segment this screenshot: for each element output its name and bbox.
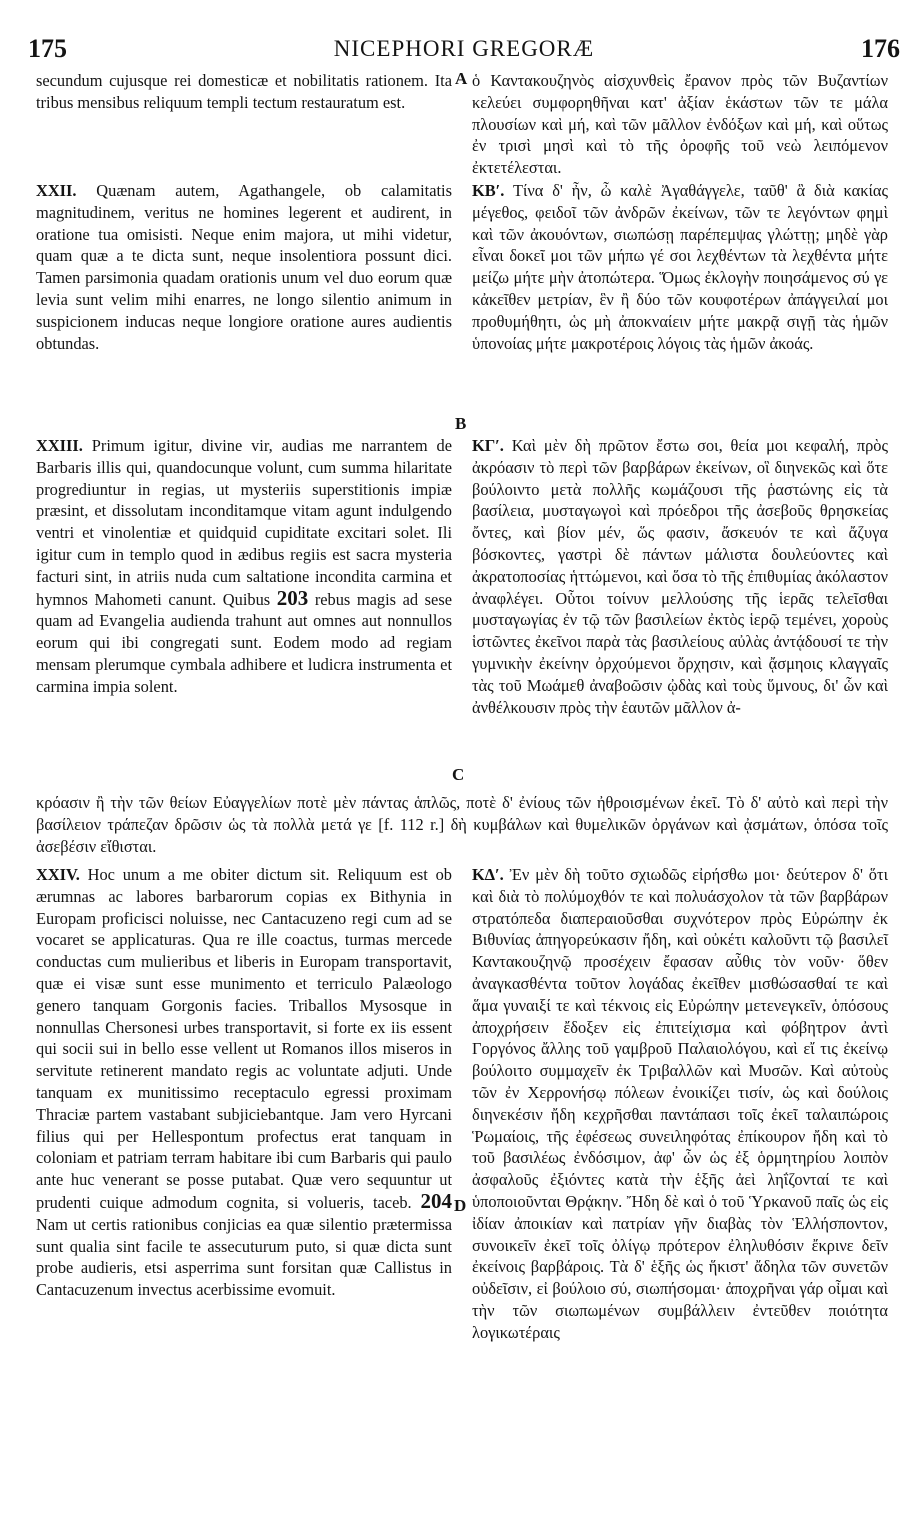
- greek-paragraph: ὁ Καντακουζηνὸς αἰσχυνθεὶς ἔρανον πρὸς τῶν Βυζαντίων κελεύει συμφορηθῆναι κατ' ἀξίαν ἑκάστων τῶν τε μάλα πλουσίων καὶ μή, καὶ τῶν μᾶλλον ἐνδόξων καὶ μή, καὶ οὕτως ἐν τρισὶ μησὶ καὶ τὸ τῆς ὀροφῆς τοῦ νεὼ λειπόμενον ἐκτετέλεσται.: [472, 71, 888, 178]
- latin-paragraph-continued: Nam ut certis rationibus conjicias ea quæ silentio prætermissa sunt qualia sint facile te assecuturum puto, si quæ dicta sunt probe audieris, etsi asperrima sunt forsitan quæ Callistus in Cantacuzenum invectus acerbissime evomuit.: [36, 1214, 452, 1300]
- section-number: XXIV.: [36, 865, 80, 884]
- section-number: ΚΓʹ.: [472, 436, 504, 455]
- latin-paragraph: Primum igitur, divine vir, audias me narrantem de Barbaris illis qui, quandocunque volunt, cum summa hilaritate progrediuntur in regias, ut mysteriis superstitionis impiæ præsint, et dissolutam inconditamque vitam agunt indulgendo ventri et vinolentiæ et quidquid cupiditate excitari solet. Ili igitur cum in templo quod in ædibus regiis est sacra mysteria facturi sint, in atriis nuda cum saltatione incondita carmina et hymnos Mahometi canunt. Quibus: [36, 436, 452, 609]
- greek-section-23: [472, 435, 888, 718]
- greek-paragraph: κρόασιν ἢ τὴν τῶν θείων Εὐαγγελίων ποτὲ μὲν πάντας ἁπλῶς, ποτὲ δ' ἐνίους τῶν ἠθροισμένων ἐκεῖ. Τὸ δ' αὐτὸ καὶ περὶ τὴν βασίλειον τράπεζαν δρῶσιν ὡς τὰ πολλὰ μετά γε [f. 112 r.] δὴ κυμβάλων καὶ θυμελικῶν ὀργάνων καὶ ᾀσμάτων, ὁπόσα τοῖς ἀσεβέσιν εἴθισται.: [36, 793, 888, 856]
- margin-letter-a: A: [455, 69, 468, 88]
- latin-paragraph: Hoc unum a me obiter dictum sit. Reliquum est ob ærumnas ac labores barbarorum copias ex Bithynia in Europam proficisci noluisse, nec Cantacuzeno regi cum ad se vocaret se applicaturas. Qua re ille coactus, turmas mercede conductas cum mulieribus et liberis in Europam transportavit, quæ ei visæ sunt esse munimento et terriculo Palæologo genero tanquam Gorgonis facies. Triballos Mysosque in nonnullas Chersonesi urbes transportavit, si forte ex iis essent qui socii sui in bello esse vellent ut Romanos illos miseros in servitute retinerent mandato regis ac voluntate adjuti. Unde tanquam ex munitissimo receptaculo egressi proximam Thraciæ partem vastabant subjiciebantque. Jam vero Hyrcani filius qui per Hellespontum profectus erat tanquam in coloniam et patriam terram habitare ibi cum Barbaris qui paulo ante huc venerant se posse putabat. Quæ vero sequuntur ut prudenti cuique admodum cognita, si volueris, taceb.: [36, 865, 452, 1212]
- latin-paragraph-continued: rebus magis ad sese quam ad Evangelia audienda trahunt aut omnes aut nonnullos eorum qui ibi congregati sunt. Eodem modo ad regiam mensam plerumque cymbala adhibere et ludicra instrumenta et carmina impia solent.: [36, 589, 452, 696]
- margin-letter-d: D: [454, 1196, 467, 1215]
- greek-paragraph: Τίνα δ' ἦν, ὦ καλὲ Ἀγαθάγγελε, ταῦθ' ἃ διὰ κακίας μέγεθος, φειδοῖ τῶν ἀνδρῶν ἐκείνων, τῶν τε λεγόντων φημὶ καὶ τῶν ἀκουόντων, σιωπώσῃ παρέπεμψας γλώττῃ; μηδὲ γὰρ εἶναι δοκεῖ μοι τῶν μήπω γέ σοι λεχθέντων τὰ λεχθέντα μήτε μείζω μήτε μὴν ἀτοπώτερα. Ὅμως ἐκλογὴν ποιησάμενος σύ γε κἀκεῖθεν μετρίαν, ἓν ἢ δύο τῶν κουφοτέρων ἀπάγγειλαί μοι προθυμήθητι, ὡς μὴ ἀποκναίειν μήτε μακρᾷ σιγῇ τὰς ἡμῶν ὑπονοίας μήτε μακροτέροις λόγοις τὰς ἡμῶν ἀκοάς.: [472, 181, 888, 353]
- greek-full-width-continuation: [36, 792, 888, 857]
- greek-section-24: [472, 864, 888, 1344]
- right-page-number: 176: [861, 34, 900, 63]
- section-number: XXIII.: [36, 436, 83, 455]
- greek-paragraph: Ἐν μὲν δὴ τοῦτο σχιωδῶς εἰρήσθω μοι· δεύτερον δ' ὅτι καὶ διὰ τὸ πολύμοχθόν τε καὶ πολυάσχολον τὰ τῶν βαρβάρων στρατόπεδα διαπεραιοῦσθαι συχνότερον πρὸς Εὐρώπην ἐκ Βιθυνίας ἀπηγορεύκασιν ἤδη, καὶ οὐκέτι καλοῦντι τῷ βασιλεῖ Καντακουζηνῷ προσέχειν ἔφασαν αὖθις τὸν νοῦν· ὅθεν ἀναγκασθέντα τοῦτον λογάδας ἐκεῖθεν μισθώσασθαί τε καὶ ἅμα γυναιξί τε καὶ τέκνοις εἰς Εὐρώπην μετενεγκεῖν, ὁπόσους ἀποχρήσειν ἔδοξεν εἰς ἐπιτείχισμα καὶ φόβητρον ἀντὶ Γοργόνος ἄλλης τοῦ γαμβροῦ Παλαιολόγου, καὶ εἴ τις ἐκείνῳ βούλοιτο συμμαχεῖν ἐκ Τριβαλλῶν καὶ Μυσῶν. Καὶ αὐτοὺς τῶν ἐν Χερρονήσῳ πόλεων ἐνοικίζει τισίν, ὡς καὶ δούλοις διηνεκέσιν ἤδη κεχρῆσθαι παντάπασι τοῖς ἐκεῖ ταλαιπώροις Ῥωμαίοις, τῆς ἐφέσεως συνειληφότας ἐπίκουρον ἤδη καὶ τὸ τοῦ βασιλέως ἐνδόσιμον, ἀφ' ὧν ὡς ἐξ ὁρμητηρίου λοιπὸν ἀσφαλοῦς ἐξιόντες κατὰ τὴν ἑξῆς ἀεὶ ληΐζονταί τε καὶ ὑποποιοῦνται Θρᾴκην. Ἤδη δὲ καὶ ὁ τοῦ Ὑρκανοῦ παῖς ὡς εἰς ἰδίαν ἀποικίαν καὶ πατρίαν γῆν διαβὰς τὸν Ἑλλήσποντον, συνοικεῖν ἐκεῖ τοῖς ὀλίγῳ πρότερον ἐληλυθόσιν ἔκρινε δεῖν ἐκείνοις βαρβάροις. Τὰ δ' ἑξῆς ὡς ἥκιστ' ἄδηλα τῶν συνετῶν οὐδεῖσιν, εἰ βούλοιο σύ, σιωπήσομαι· ἀποχρῆναι γάρ οἶμαι καὶ τὴν τῶν σιωπωμένων συμβάλλειν ἐντεῦθεν ποιότητα λογικωτέραις: [472, 865, 888, 1342]
- section-number: ΚΒʹ.: [472, 181, 505, 200]
- latin-section-23: [36, 435, 452, 698]
- latin-paragraph: Quænam autem, Agathangele, ob calamitatis magnitudinem, veritus ne homines legerent et audirent, in oratione tua omisisti. Neque enim majora, ut mihi videtur, quam quæ a te dicta sunt, neque insolentiora possunt dici. Tamen parsimonia quadam orationis unum vel duo eorum quæ levia sunt velim mihi enarres, ne longo silentio animum in suspicionem inducas neque longiore oratione aures audientis obtundas.: [36, 181, 452, 353]
- latin-section-22: [36, 180, 452, 354]
- page-marker: 204: [420, 1188, 452, 1213]
- margin-letter-c: C: [452, 765, 465, 784]
- running-header: [28, 34, 900, 68]
- latin-section-24: [36, 864, 452, 1301]
- greek-section-intro: [472, 70, 888, 179]
- latin-paragraph: secundum cujusque rei domesticæ et nobilitatis rationem. Ita tribus mensibus reliquum templi tectum restauratum est.: [36, 71, 452, 112]
- greek-paragraph: Καὶ μὲν δὴ πρῶτον ἔστω σοι, θεία μοι κεφαλή, πρὸς ἀκρόασιν τὸ περὶ τῶν βαρβάρων ἐκείνων, οἳ διηνεκῶς καὶ ὅτε βούλοιντο μετὰ πολλῆς κωμάζουσι τῆς ῥαστώνης εἰς τὰ βασίλεια, μυσταγωγοὶ καὶ πρόεδροι τῆς ἀσεβοῦς θρησκείας ὄντες, καὶ βίον μέν, ὥς φασιν, ἄσκευόν τε καὶ ἄζυγα βόσκοντες, γαστρὶ δὲ πάντων μάλιστα δουλεύοντες καὶ ἀκρατοποσίας ἡττώμενοι, καὶ ὅσα τὸ τῆς ἐπιθυμίας ἀκόλαστον ἀναφλέγει. Οὗτοι τοίνυν μελλούσης τῆς ἱερᾶς τελεῖσθαι μυσταγωγίας ἐν τῷ τῶν βασιλείων ἐκτὸς ἱερῷ τεμένει, χοροὺς ἱστῶντες ἐκεῖνοι παρὰ τὰς βασιλείους αὐλὰς ἀντᾴδουσί τε τὴν γυμνικὴν ἐκείνην ὀρχούμενοι ὄρχησιν, καὶ ᾄσμηοις κλαγγαῖς τὰς τοῦ Μωάμεθ ἀναβοῶσιν ᾠδὰς καὶ τοὺς ὕμνους, δι' ὧν καὶ ἀνθέλκουσιν πρὸς τὴν ἑαυτῶν μᾶλλον ἀ-: [472, 436, 888, 717]
- left-page-number: 175: [28, 34, 67, 63]
- margin-letter-b: B: [455, 414, 467, 433]
- latin-section-intro: [36, 70, 452, 114]
- section-number: XXII.: [36, 181, 77, 200]
- page-marker: 203: [276, 585, 309, 610]
- running-title: NICEPHORI GREGORÆ: [333, 36, 595, 61]
- section-number: ΚΔʹ.: [472, 865, 504, 884]
- greek-section-22: [472, 180, 888, 354]
